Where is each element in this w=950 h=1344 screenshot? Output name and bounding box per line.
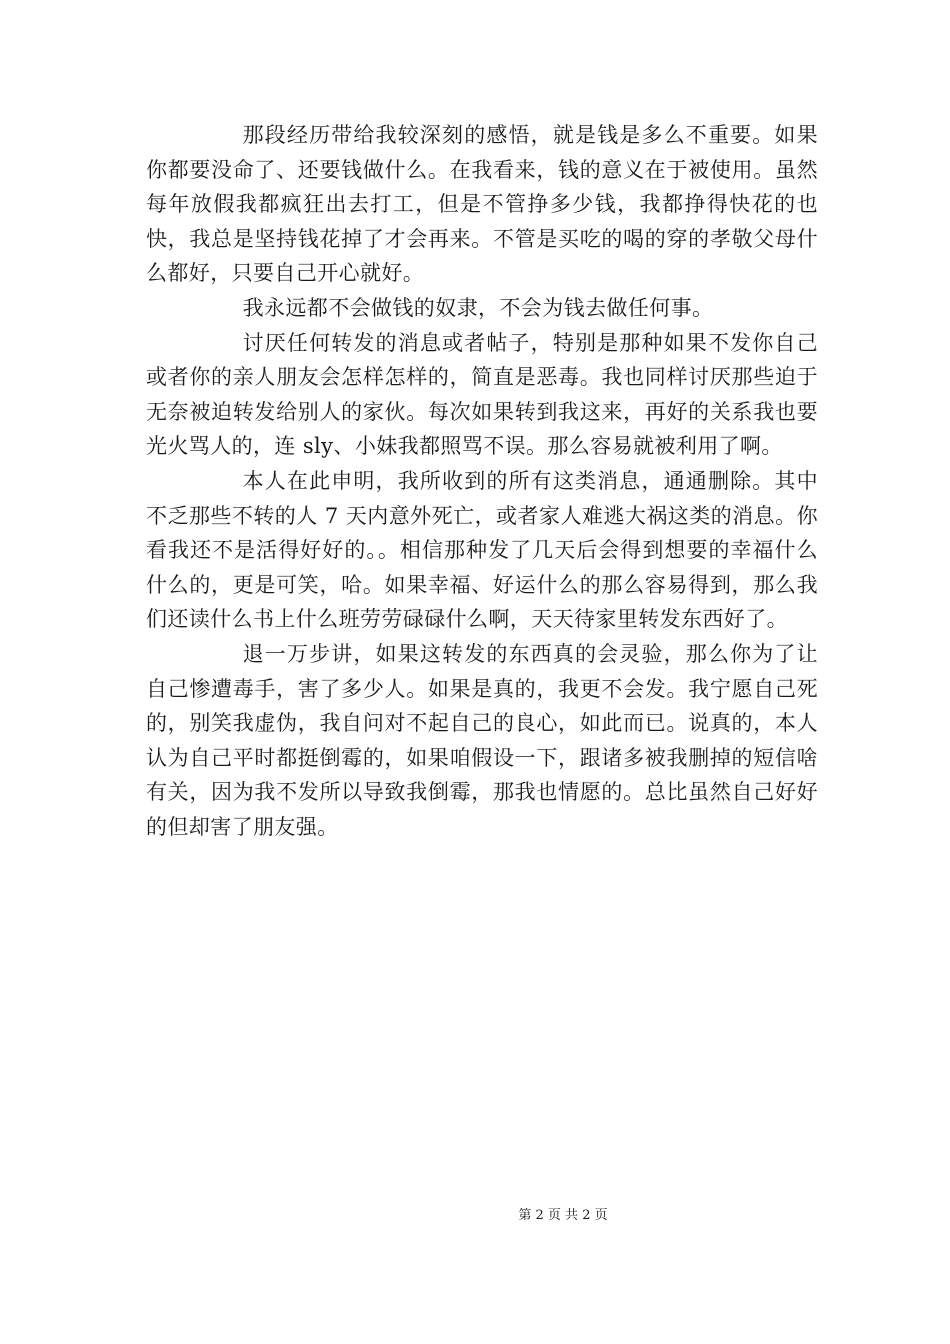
document-body [146, 118, 818, 844]
paragraph-4: 本人在此申明，我所收到的所有这类消息，通通删除。其中不乏那些不转的人 7 天内意外死亡，或者家人难逃大祸这类的消息。你看我还不是活得好好的。。相信那种发了几天后会得到想要的幸福什么什么的，更是可笑，哈。如果幸福、好运什么的那么容易得到，那么我们还读什么书上什么班劳劳碌碌什么啊，天天待家里转发东西好了。 [146, 468, 818, 632]
page-footer [0, 1204, 950, 1223]
paragraph-3: 讨厌任何转发的消息或者帖子，特别是那种如果不发你自己或者你的亲人朋友会怎样怎样的，简直是恶毒。我也同样讨厌那些迫于无奈被迫转发给别人的家伙。每次如果转到我这来，再好的关系我也要光火骂人的，连 sly、小妹我都照骂不误。那么容易就被利用了啊。 [146, 330, 818, 459]
page-number-label: 第 2 页 共 2 页 [518, 1208, 608, 1223]
paragraph-1: 那段经历带给我较深刻的感悟，就是钱是多么不重要。如果你都要没命了、还要钱做什么。在我看来，钱的意义在于被使用。虽然每年放假我都疯狂出去打工，但是不管挣多少钱，我都挣得快花的也快，我总是坚持钱花掉了才会再来。不管是买吃的喝的穿的孝敬父母什么都好，只要自己开心就好。 [146, 123, 818, 286]
paragraph-5: 退一万步讲，如果这转发的东西真的会灵验，那么你为了让自己惨遭毒手，害了多少人。如果是真的，我更不会发。我宁愿自己死的，别笑我虚伪，我自问对不起自己的良心，如此而已。说真的，本人认为自己平时都挺倒霉的，如果咱假设一下，跟诸多被我删掉的短信啥有关，因为我不发所以导致我倒霉，那我也情愿的。总比虽然自己好好的但却害了朋友强。 [146, 641, 818, 839]
paragraph-2: 我永远都不会做钱的奴隶，不会为钱去做任何事。 [242, 295, 714, 320]
